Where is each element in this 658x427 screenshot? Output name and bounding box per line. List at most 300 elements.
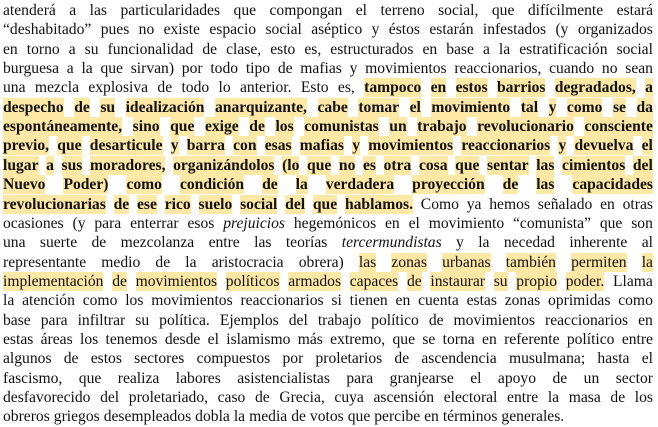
text-line [3, 156, 653, 175]
word: inherente [569, 234, 628, 252]
word: de [254, 389, 270, 406]
word: Como [420, 195, 459, 213]
word: proletariado, [128, 389, 209, 406]
highlighted-word: social [240, 195, 278, 213]
word: sirvan) [130, 60, 175, 78]
highlighted-word: (lo [282, 156, 300, 174]
highlighted-word: esas [264, 137, 292, 155]
highlighted-word: movimientos [135, 272, 218, 290]
highlighted-word: exige [204, 118, 239, 136]
highlighted-word: implementación [3, 272, 104, 290]
highlighted-word: barra [186, 137, 225, 155]
highlighted-word: despecho [3, 98, 64, 116]
word: proletarios [315, 350, 383, 368]
punctuation: . [409, 195, 413, 213]
word: suerte [39, 234, 78, 252]
text-line [3, 78, 653, 97]
highlighted-word: que [170, 118, 195, 136]
word: torno [26, 40, 60, 58]
highlighted-word: y [558, 137, 567, 155]
word: los [125, 292, 144, 310]
text-line [3, 330, 653, 349]
highlighted-word: poder. [565, 272, 605, 290]
text-line [3, 407, 653, 426]
word: masa [568, 389, 601, 406]
word: que [392, 330, 416, 348]
word: medio [101, 253, 141, 271]
word: de [610, 389, 626, 406]
word: generales. [501, 408, 565, 426]
highlighted-word: capaces [349, 272, 399, 290]
word: mezcla [34, 79, 79, 97]
word: ocasiones [3, 214, 64, 232]
highlighted-word: el [409, 98, 421, 116]
word: esto [270, 40, 296, 58]
word: las [89, 2, 107, 19]
word: pues [100, 21, 130, 39]
word: realiza [117, 369, 160, 387]
word: atención [22, 292, 75, 310]
word: estas [3, 330, 34, 348]
word: que [78, 369, 102, 387]
word: a [69, 2, 77, 19]
word: caso [217, 389, 246, 406]
word: a [68, 40, 76, 58]
highlighted-word: sus [61, 156, 83, 174]
word: lo [218, 79, 231, 97]
word: electoral [443, 389, 498, 406]
highlighted-word: tampoco [364, 79, 422, 97]
highlighted-word: es [363, 156, 376, 174]
highlighted-word: del [632, 156, 653, 174]
word: reaccionarios, [454, 60, 542, 78]
highlighted-word: sentar [487, 156, 529, 174]
word: que [233, 2, 257, 19]
word: organizados [577, 21, 653, 39]
highlighted-word: trabajo [417, 118, 467, 136]
word: en [424, 408, 439, 426]
highlighted-word: que [455, 156, 480, 174]
word: clase, [226, 40, 262, 58]
highlighted-word: urbanas [442, 253, 491, 271]
highlighted-word: a [645, 79, 653, 97]
highlighted-word: mafias [299, 137, 344, 155]
highlighted-word: las [536, 176, 555, 194]
word: términos [442, 408, 498, 426]
word: islamismo [226, 330, 291, 348]
word: de [157, 79, 173, 97]
highlighted-word: tal [520, 98, 539, 116]
word: funcionalidad [107, 40, 194, 58]
highlighted-word: hablamos. [344, 195, 413, 213]
word: el [207, 330, 219, 348]
highlighted-word: previo, [3, 137, 50, 155]
text-line [3, 253, 653, 272]
word: se [422, 330, 436, 348]
word: que [491, 2, 515, 19]
word: social, [438, 2, 479, 19]
text-line [3, 117, 653, 136]
highlighted-word: condición [179, 176, 245, 194]
word: a [482, 40, 490, 58]
word: Grecia, [279, 389, 325, 406]
word: desde [164, 330, 201, 348]
word: mezcolanza [120, 234, 195, 252]
highlighted-word: verdadera [325, 176, 395, 194]
highlighted-word: con [233, 137, 257, 155]
word: hemos [489, 195, 530, 213]
highlighted-word: revolucionarias [3, 195, 106, 213]
word: estructurados [330, 40, 414, 58]
highlighted-word: las [536, 156, 555, 174]
word: movimientos [151, 292, 233, 310]
word: política. [159, 311, 210, 329]
highlighted-word: de [262, 176, 278, 194]
word: sectores [134, 350, 185, 368]
word: hasta [597, 350, 630, 368]
highlighted-word: de [406, 272, 422, 290]
word: movimientos [365, 60, 447, 78]
highlighted-word: movimientos [368, 137, 454, 155]
highlighted-word: en [430, 79, 447, 97]
highlighted-word: otra [383, 156, 412, 174]
word: político [566, 330, 615, 348]
word: no [601, 60, 618, 78]
highlighted-word: y [170, 137, 179, 155]
highlighted-word: armados [288, 272, 342, 290]
word: teorías [285, 234, 328, 252]
word: votos [309, 408, 344, 426]
highlighted-word: consciente [584, 118, 653, 136]
text-line [3, 369, 653, 388]
word: un [583, 369, 600, 387]
highlighted-word: desarticule [89, 137, 163, 155]
word: desempleados [103, 408, 192, 426]
word: más [297, 330, 323, 348]
word: una [3, 79, 26, 97]
word: de [428, 311, 444, 329]
highlighted-word: de [249, 118, 265, 136]
word: de [63, 350, 79, 368]
word: las [254, 234, 272, 252]
word: su [84, 40, 99, 58]
word: la [233, 408, 246, 426]
italic-word: tercermundistas [341, 234, 442, 252]
word: su [135, 311, 150, 329]
highlighted-word: revolucionario [477, 118, 574, 136]
word: espacio [209, 21, 257, 39]
word: tienen [349, 292, 388, 310]
word: de [552, 369, 568, 387]
word: infestados [482, 21, 547, 39]
word: y [456, 234, 464, 252]
highlighted-word: estos [455, 79, 488, 97]
word: la [547, 389, 560, 406]
highlighted-word: a [46, 156, 54, 174]
word: es, [304, 40, 322, 58]
word: señalado [537, 195, 593, 213]
word: asistencialistas [237, 369, 330, 387]
highlighted-word: organizándolos [173, 156, 275, 174]
word: referente [504, 330, 560, 348]
highlighted-word: de [502, 176, 519, 194]
word: cuando [549, 60, 595, 78]
word: para [40, 311, 68, 329]
highlighted-word: permiten [571, 253, 627, 271]
word: reaccionarios [545, 311, 629, 329]
word: tenemos [105, 330, 158, 348]
text-line [3, 214, 653, 233]
highlighted-word: el [641, 137, 653, 155]
word: infiltrar [77, 311, 126, 329]
highlighted-word: de [113, 195, 130, 213]
word: una [3, 234, 26, 252]
highlighted-word: Nuevo [3, 176, 46, 194]
word: para [346, 369, 374, 387]
word: político [371, 311, 419, 329]
word: de [291, 408, 306, 426]
text-line [3, 233, 653, 252]
highlighted-word: anarquizante, [214, 98, 307, 116]
word: por [282, 350, 304, 368]
word: en [3, 40, 18, 58]
highlighted-word: la [295, 176, 308, 194]
highlighted-word: degradados, [554, 79, 636, 97]
word: existe [163, 21, 200, 39]
highlighted-word: que [57, 137, 82, 155]
highlighted-word: su [100, 98, 116, 116]
word: para [94, 214, 122, 232]
highlighted-word: comunistas [304, 118, 379, 136]
highlighted-word: cimientos [562, 156, 626, 174]
word: hegemónicos [293, 214, 377, 232]
highlighted-word: capacidades [572, 176, 653, 194]
word: otras [622, 195, 653, 213]
word: ascensión [373, 389, 435, 406]
word: tipo [245, 60, 271, 78]
word: los [80, 330, 99, 348]
word: explosiva [88, 79, 149, 97]
word: de [394, 350, 410, 368]
word: la [498, 40, 511, 58]
highlighted-word: cosa [418, 156, 448, 174]
highlighted-word: lugar [3, 156, 39, 174]
word: el [470, 369, 482, 387]
word: de [91, 234, 107, 252]
word: no [138, 21, 155, 39]
word: necedad [503, 234, 555, 252]
word: movimientos [453, 311, 535, 329]
text-line [3, 195, 653, 214]
word: reaccionarios [240, 292, 324, 310]
word: social [616, 40, 653, 58]
word: estos [90, 350, 122, 368]
text-line [3, 20, 653, 39]
highlighted-word: devuelva [574, 137, 634, 155]
word: Esto [300, 79, 329, 97]
word: estratificación [519, 40, 608, 58]
highlighted-word: proyección [412, 176, 485, 194]
word: sector [615, 369, 653, 387]
word: sean [625, 60, 653, 78]
highlighted-word: los [275, 118, 294, 136]
word: y [349, 60, 358, 78]
word: mafias [300, 60, 342, 78]
word: es, [337, 79, 355, 97]
word: estará [616, 2, 653, 19]
word: áreas [40, 330, 73, 348]
word: base [446, 40, 474, 58]
word: percibe [374, 408, 421, 426]
word: éstos [388, 21, 420, 39]
word: obreros [3, 408, 50, 426]
word: terreno [380, 2, 425, 19]
word: de [277, 60, 293, 78]
word: del [288, 311, 308, 329]
word: si [331, 292, 342, 310]
text-line [3, 1, 653, 20]
highlighted-word: que [307, 156, 332, 174]
text-line [3, 311, 653, 330]
word: labores [175, 369, 221, 387]
highlighted-word: su [493, 272, 508, 290]
word: social [265, 21, 302, 39]
word: ya [466, 195, 482, 213]
word: apoyo [497, 369, 537, 387]
word: ascendencia [421, 350, 497, 368]
word: difícilmente [527, 2, 604, 19]
highlighted-word: Poder) [63, 176, 109, 194]
word: la [81, 60, 93, 78]
word: atenderá [3, 2, 56, 19]
word: de [202, 40, 218, 58]
highlighted-word: moradores, [89, 156, 166, 174]
word: y [371, 21, 380, 39]
word: extremo, [330, 330, 386, 348]
highlighted-word: suelo [198, 195, 233, 213]
word: compongan [269, 2, 343, 19]
text-line [3, 98, 653, 117]
word: como [618, 292, 653, 310]
word: entre [507, 389, 539, 406]
word: cuenta [418, 292, 459, 310]
highlighted-word: da [636, 98, 653, 116]
highlighted-word: idealización [125, 98, 205, 116]
word: aristocracia [211, 253, 284, 271]
word: la [3, 292, 15, 310]
word: la [185, 253, 197, 271]
word: estarán [429, 21, 474, 39]
word: el [641, 350, 653, 368]
text-line [3, 59, 653, 78]
word: el [355, 2, 367, 19]
word: los [634, 389, 653, 406]
punctuation: . [600, 272, 605, 290]
word: particularidades [120, 2, 221, 19]
word: en [395, 292, 411, 310]
word: que [599, 214, 623, 232]
highlighted-word: la [641, 253, 653, 271]
highlighted-word: rico [164, 195, 191, 213]
word: obrera) [298, 253, 344, 271]
word: aséptico [311, 21, 363, 39]
word: burguesa [3, 60, 60, 78]
highlighted-word: un [389, 118, 407, 136]
word: Ejemplos [219, 311, 279, 329]
highlighted-word: y [352, 137, 360, 155]
highlighted-word: sino [132, 118, 160, 136]
word: el [408, 214, 420, 232]
word: “deshabitado” [3, 21, 92, 39]
word: en [385, 214, 400, 232]
word: base [3, 311, 31, 329]
word: zonas [504, 292, 541, 310]
highlighted-word: también [505, 253, 556, 271]
highlighted-word: y [548, 98, 557, 116]
word: trabajo [317, 311, 362, 329]
word: en [600, 195, 615, 213]
highlighted-word: de [112, 272, 127, 290]
italic-word: prejuicios [223, 214, 285, 232]
word: que [347, 408, 371, 426]
text-line [3, 291, 653, 310]
word: en [422, 40, 438, 58]
word: entre [621, 330, 653, 348]
word: torna [442, 330, 475, 348]
word: (y [555, 21, 569, 39]
word: compuestos [196, 350, 271, 368]
highlighted-word: que [312, 195, 338, 213]
word: de [155, 253, 171, 271]
text-line [3, 388, 653, 407]
highlighted-word: reaccionarios [461, 137, 551, 155]
highlighted-word: propio [516, 272, 557, 290]
word: Llama [613, 272, 653, 290]
word: en [638, 311, 653, 329]
word: la [478, 234, 490, 252]
highlighted-word: tomar [358, 98, 400, 116]
highlighted-word: instaurar [430, 272, 485, 290]
word: como [82, 292, 118, 310]
word: esos [187, 214, 215, 232]
word: a [66, 60, 74, 78]
word: cuya [334, 389, 364, 406]
word: estas [466, 292, 497, 310]
highlighted-word: como [566, 98, 603, 116]
word: algunos [3, 350, 52, 368]
word: oprimidas [548, 292, 611, 310]
word: del [100, 389, 120, 406]
word: enterrar [130, 214, 179, 232]
word: media [249, 408, 288, 426]
highlighted-word: movimiento [431, 98, 511, 116]
highlighted-word: espontáneamente, [3, 118, 123, 136]
word: “comunista” [513, 214, 591, 232]
text-line [3, 175, 653, 194]
text-line [3, 272, 653, 291]
text-line [3, 349, 653, 368]
word: musulmana; [508, 350, 586, 368]
word: anterior. [240, 79, 292, 97]
word: representante [3, 253, 87, 271]
text-line [3, 40, 653, 59]
highlighted-word: no [338, 156, 356, 174]
word: al [641, 234, 653, 252]
word: (y [72, 214, 86, 232]
word: fascismo, [3, 369, 63, 387]
word: entre [208, 234, 240, 252]
word: por [181, 60, 203, 78]
